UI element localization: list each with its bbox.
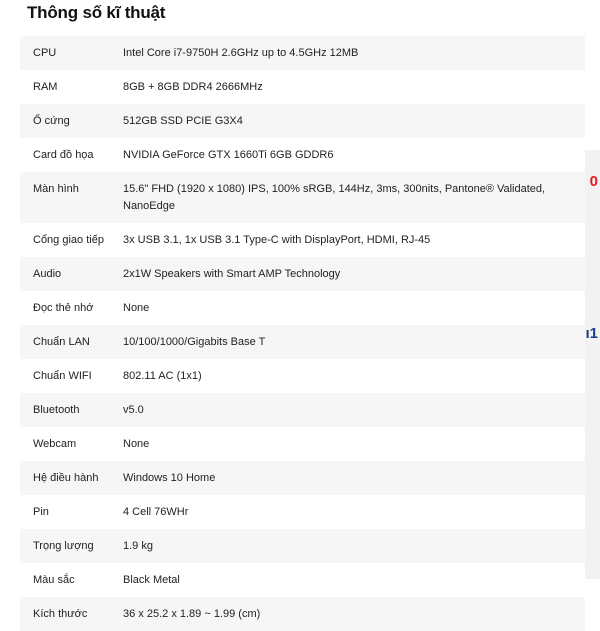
spec-value: None	[123, 438, 150, 450]
spec-label: Audio	[33, 268, 62, 280]
spec-row	[20, 359, 585, 393]
spec-row	[20, 563, 585, 597]
spec-value: 8GB + 8GB DDR4 2666MHz	[123, 81, 263, 93]
spec-row	[20, 529, 585, 563]
spec-value: Intel Core i7-9750H 2.6GHz up to 4.5GHz 12MB	[123, 47, 359, 59]
spec-row	[20, 257, 585, 291]
spec-label: Hệ điều hành	[33, 472, 99, 484]
spec-row	[20, 138, 585, 172]
edge-text-blue: ı1	[585, 325, 598, 342]
spec-label: Đọc thẻ nhớ	[33, 302, 94, 314]
spec-label: RAM	[33, 81, 58, 93]
spec-value: 3x USB 3.1, 1x USB 3.1 Type-C with DisplayPort, HDMI, RJ-45	[123, 234, 431, 246]
spec-row	[20, 393, 585, 427]
spec-label: Màu sắc	[33, 574, 75, 586]
spec-label: Webcam	[33, 438, 77, 450]
page-title: Thông số kĩ thuật	[27, 3, 166, 22]
spec-value: 512GB SSD PCIE G3X4	[123, 115, 243, 127]
spec-label: Ổ cứng	[33, 115, 70, 127]
spec-label: Kích thước	[33, 608, 88, 620]
spec-label: CPU	[33, 47, 57, 59]
edge-text-red: 0	[589, 173, 598, 190]
spec-table	[20, 36, 585, 620]
spec-row	[20, 104, 585, 138]
spec-value: Windows 10 Home	[123, 472, 216, 484]
spec-value: NVIDIA GeForce GTX 1660Ti 6GB GDDR6	[123, 149, 334, 161]
spec-value: 4 Cell 76WHr	[123, 506, 189, 518]
spec-label: Chuẩn WIFI	[33, 370, 92, 382]
spec-label: Chuẩn LAN	[33, 336, 90, 348]
spec-value: 1.9 kg	[123, 540, 153, 552]
spec-value: 15.6" FHD (1920 x 1080) IPS, 100% sRGB, 144Hz, 3ms, 300nits, Pantone® Validated, NanoEdge	[123, 183, 546, 212]
spec-value: 36 x 25.2 x 1.89 ~ 1.99 (cm)	[123, 608, 261, 620]
spec-label: Trọng lượng	[33, 540, 94, 552]
spec-row	[20, 36, 585, 70]
spec-label: Màn hình	[33, 183, 79, 195]
spec-value: 10/100/1000/Gigabits Base T	[123, 336, 266, 348]
spec-row	[20, 427, 585, 461]
spec-label: Bluetooth	[33, 404, 80, 416]
side-panel	[585, 150, 600, 579]
spec-value: None	[123, 302, 150, 314]
spec-value: 2x1W Speakers with Smart AMP Technology	[123, 268, 341, 280]
spec-row	[20, 223, 585, 257]
spec-label: Card đồ họa	[33, 149, 94, 161]
spec-row	[20, 495, 585, 529]
spec-row	[20, 597, 585, 631]
spec-value: Black Metal	[123, 574, 180, 586]
spec-label: Pin	[33, 506, 49, 518]
spec-value: v5.0	[123, 404, 144, 416]
spec-row	[20, 70, 585, 104]
spec-row	[20, 291, 585, 325]
spec-row	[20, 172, 585, 223]
spec-row	[20, 325, 585, 359]
spec-label: Cổng giao tiếp	[33, 234, 104, 246]
spec-value: 802.11 AC (1x1)	[123, 370, 202, 382]
spec-row	[20, 461, 585, 495]
